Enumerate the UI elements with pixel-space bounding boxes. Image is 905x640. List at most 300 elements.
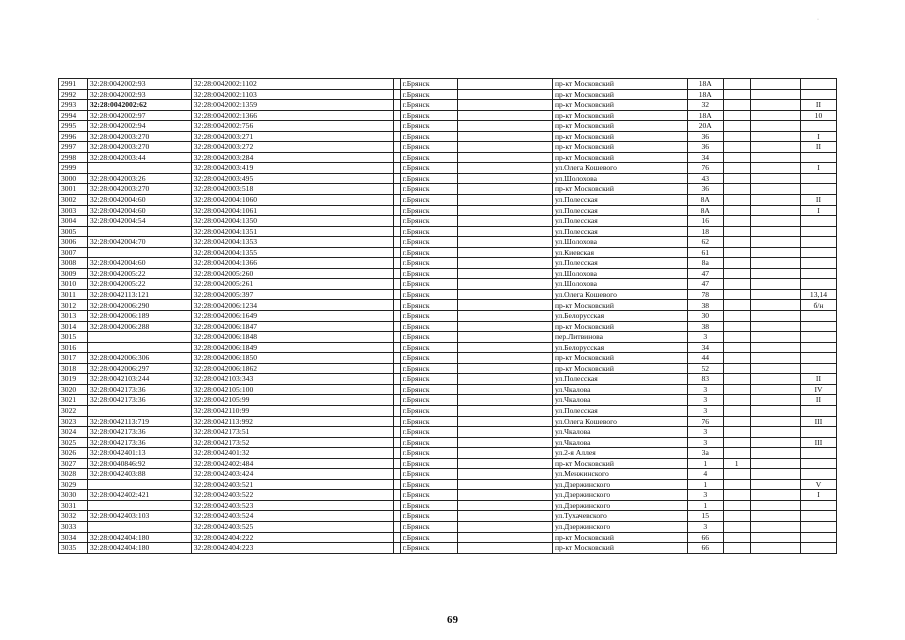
- object-cadastral-number-cell: 32:28:0042006:1847: [191, 321, 394, 332]
- letter-cell: I: [800, 205, 836, 216]
- row-number-cell: 3028: [59, 469, 88, 480]
- table-row: [59, 142, 837, 153]
- object-cadastral-number-cell: 32:28:0042110:99: [191, 405, 394, 416]
- empty-cell: [458, 543, 553, 554]
- row-number-cell: 3035: [59, 543, 88, 554]
- street-cell: ул.Дзержинского: [552, 500, 687, 511]
- row-number-cell: 3019: [59, 374, 88, 385]
- empty-cell: [750, 258, 800, 269]
- city-cell: г.Брянск: [400, 152, 458, 163]
- building-cell: [723, 300, 750, 311]
- building-cell: [723, 332, 750, 343]
- street-cell: пр-кт Московский: [552, 152, 687, 163]
- land-cadastral-number-cell: 32:28:0042003:26: [87, 173, 191, 184]
- row-number-cell: 3004: [59, 216, 88, 227]
- building-cell: [723, 342, 750, 353]
- empty-cell: [750, 405, 800, 416]
- property-register-table: [58, 78, 837, 554]
- letter-cell: [800, 427, 836, 438]
- house-number-cell: 36: [687, 142, 723, 153]
- house-number-cell: 16: [687, 216, 723, 227]
- object-cadastral-number-cell: 32:28:0042403:523: [191, 500, 394, 511]
- street-cell: ул.Тухачевского: [552, 511, 687, 522]
- table-row: [59, 384, 837, 395]
- street-cell: пр-кт Московский: [552, 131, 687, 142]
- empty-cell: [458, 521, 553, 532]
- letter-cell: [800, 237, 836, 248]
- city-cell: г.Брянск: [400, 216, 458, 227]
- land-cadastral-number-cell: 32:28:0042002:93: [87, 89, 191, 100]
- letter-cell: [800, 458, 836, 469]
- letter-cell: [800, 121, 836, 132]
- row-number-cell: 3026: [59, 448, 88, 459]
- letter-cell: III: [800, 416, 836, 427]
- street-cell: ул.Олега Кошевого: [552, 163, 687, 174]
- building-cell: [723, 311, 750, 322]
- letter-cell: [800, 258, 836, 269]
- table-row: [59, 353, 837, 364]
- land-cadastral-number-cell: [87, 332, 191, 343]
- row-number-cell: 3016: [59, 342, 88, 353]
- house-number-cell: 15: [687, 511, 723, 522]
- land-cadastral-number-cell: 32:28:0042402:421: [87, 490, 191, 501]
- house-number-cell: 8а: [687, 258, 723, 269]
- letter-cell: V: [800, 479, 836, 490]
- empty-cell: [458, 490, 553, 501]
- table-row: [59, 205, 837, 216]
- land-cadastral-number-cell: 32:28:0042003:270: [87, 142, 191, 153]
- object-cadastral-number-cell: 32:28:0042004:1350: [191, 216, 394, 227]
- city-cell: г.Брянск: [400, 490, 458, 501]
- letter-cell: [800, 543, 836, 554]
- empty-cell: [750, 521, 800, 532]
- row-number-cell: 3021: [59, 395, 88, 406]
- land-cadastral-number-cell: 32:28:0042113:121: [87, 289, 191, 300]
- row-number-cell: 3002: [59, 195, 88, 206]
- table-row: [59, 289, 837, 300]
- empty-cell: [458, 268, 553, 279]
- street-cell: ул.Шолохова: [552, 268, 687, 279]
- street-cell: ул.Дзержинского: [552, 521, 687, 532]
- building-cell: [723, 258, 750, 269]
- letter-cell: [800, 363, 836, 374]
- table-row: [59, 173, 837, 184]
- street-cell: пр-кт Московский: [552, 363, 687, 374]
- empty-cell: [750, 395, 800, 406]
- letter-cell: [800, 184, 836, 195]
- land-cadastral-number-cell: 32:28:0042005:22: [87, 279, 191, 290]
- letter-cell: III: [800, 437, 836, 448]
- empty-cell: [458, 205, 553, 216]
- house-number-cell: 62: [687, 237, 723, 248]
- object-cadastral-number-cell: 32:28:0042403:424: [191, 469, 394, 480]
- empty-cell: [750, 142, 800, 153]
- land-cadastral-number-cell: 32:28:0042173:36: [87, 427, 191, 438]
- building-cell: [723, 152, 750, 163]
- table-row: [59, 163, 837, 174]
- building-cell: [723, 353, 750, 364]
- object-cadastral-number-cell: 32:28:0042004:1355: [191, 247, 394, 258]
- table-row: [59, 100, 837, 111]
- letter-cell: [800, 321, 836, 332]
- street-cell: пр-кт Московский: [552, 353, 687, 364]
- row-number-cell: 3033: [59, 521, 88, 532]
- table-row: [59, 226, 837, 237]
- house-number-cell: 3: [687, 437, 723, 448]
- city-cell: г.Брянск: [400, 532, 458, 543]
- empty-cell: [750, 279, 800, 290]
- land-cadastral-number-cell: 32:28:0042173:36: [87, 395, 191, 406]
- table-row: [59, 131, 837, 142]
- object-cadastral-number-cell: 32:28:0042003:518: [191, 184, 394, 195]
- empty-cell: [750, 384, 800, 395]
- land-cadastral-number-cell: 32:28:0042173:36: [87, 437, 191, 448]
- street-cell: пр-кт Московский: [552, 100, 687, 111]
- table-row: [59, 332, 837, 343]
- object-cadastral-number-cell: 32:28:0042002:1366: [191, 110, 394, 121]
- table-row: [59, 416, 837, 427]
- table-row: [59, 458, 837, 469]
- city-cell: г.Брянск: [400, 300, 458, 311]
- empty-cell: [750, 511, 800, 522]
- empty-cell: [458, 216, 553, 227]
- object-cadastral-number-cell: 32:28:0042404:222: [191, 532, 394, 543]
- land-cadastral-number-cell: 32:28:0042404:180: [87, 543, 191, 554]
- city-cell: г.Брянск: [400, 289, 458, 300]
- object-cadastral-number-cell: 32:28:0042006:1862: [191, 363, 394, 374]
- city-cell: г.Брянск: [400, 458, 458, 469]
- empty-cell: [750, 342, 800, 353]
- city-cell: г.Брянск: [400, 110, 458, 121]
- land-cadastral-number-cell: 32:28:0042006:306: [87, 353, 191, 364]
- land-cadastral-number-cell: 32:28:0042003:44: [87, 152, 191, 163]
- city-cell: г.Брянск: [400, 511, 458, 522]
- table-row: [59, 152, 837, 163]
- empty-cell: [750, 184, 800, 195]
- row-number-cell: 2993: [59, 100, 88, 111]
- land-cadastral-number-cell: 32:28:0042002:62: [87, 100, 191, 111]
- empty-cell: [458, 79, 553, 90]
- land-cadastral-number-cell: 32:28:0042403:103: [87, 511, 191, 522]
- empty-cell: [750, 237, 800, 248]
- table-row: [59, 405, 837, 416]
- letter-cell: [800, 226, 836, 237]
- building-cell: [723, 374, 750, 385]
- empty-cell: [458, 237, 553, 248]
- row-number-cell: 2994: [59, 110, 88, 121]
- table-row: [59, 342, 837, 353]
- city-cell: г.Брянск: [400, 416, 458, 427]
- land-cadastral-number-cell: [87, 405, 191, 416]
- row-number-cell: 3012: [59, 300, 88, 311]
- letter-cell: 13,14: [800, 289, 836, 300]
- city-cell: г.Брянск: [400, 479, 458, 490]
- house-number-cell: 38: [687, 321, 723, 332]
- street-cell: пер.Литвинова: [552, 332, 687, 343]
- row-number-cell: 3023: [59, 416, 88, 427]
- empty-cell: [458, 152, 553, 163]
- object-cadastral-number-cell: 32:28:0042005:260: [191, 268, 394, 279]
- letter-cell: [800, 532, 836, 543]
- empty-cell: [750, 89, 800, 100]
- house-number-cell: 3: [687, 521, 723, 532]
- table-row: [59, 427, 837, 438]
- object-cadastral-number-cell: 32:28:0042105:99: [191, 395, 394, 406]
- object-cadastral-number-cell: 32:28:0042002:1102: [191, 79, 394, 90]
- house-number-cell: 3: [687, 395, 723, 406]
- scan-mark: ·: [817, 17, 819, 23]
- empty-cell: [458, 195, 553, 206]
- city-cell: г.Брянск: [400, 226, 458, 237]
- empty-cell: [750, 427, 800, 438]
- letter-cell: [800, 521, 836, 532]
- land-cadastral-number-cell: 32:28:0042006:290: [87, 300, 191, 311]
- empty-cell: [458, 142, 553, 153]
- empty-cell: [458, 384, 553, 395]
- object-cadastral-number-cell: 32:28:0042004:1353: [191, 237, 394, 248]
- object-cadastral-number-cell: 32:28:0042003:419: [191, 163, 394, 174]
- letter-cell: [800, 268, 836, 279]
- street-cell: ул.Полесская: [552, 258, 687, 269]
- empty-cell: [750, 226, 800, 237]
- empty-cell: [458, 226, 553, 237]
- city-cell: г.Брянск: [400, 363, 458, 374]
- empty-cell: [750, 363, 800, 374]
- object-cadastral-number-cell: 32:28:0042002:1359: [191, 100, 394, 111]
- empty-cell: [750, 121, 800, 132]
- table-row: [59, 258, 837, 269]
- letter-cell: [800, 332, 836, 343]
- object-cadastral-number-cell: 32:28:0042005:261: [191, 279, 394, 290]
- row-number-cell: 3009: [59, 268, 88, 279]
- house-number-cell: 76: [687, 163, 723, 174]
- street-cell: ул.Олега Кошевого: [552, 416, 687, 427]
- object-cadastral-number-cell: 32:28:0042403:524: [191, 511, 394, 522]
- street-cell: ул.Олега Кошевого: [552, 289, 687, 300]
- object-cadastral-number-cell: 32:28:0042006:1649: [191, 311, 394, 322]
- land-cadastral-number-cell: [87, 500, 191, 511]
- building-cell: [723, 321, 750, 332]
- house-number-cell: 52: [687, 363, 723, 374]
- empty-cell: [750, 532, 800, 543]
- building-cell: [723, 89, 750, 100]
- city-cell: г.Брянск: [400, 121, 458, 132]
- street-cell: пр-кт Московский: [552, 184, 687, 195]
- land-cadastral-number-cell: 32:28:0042003:270: [87, 131, 191, 142]
- letter-cell: II: [800, 142, 836, 153]
- empty-cell: [750, 311, 800, 322]
- street-cell: ул.Полесская: [552, 374, 687, 385]
- empty-cell: [458, 110, 553, 121]
- letter-cell: 10: [800, 110, 836, 121]
- land-cadastral-number-cell: 32:28:0042403:88: [87, 469, 191, 480]
- empty-cell: [458, 479, 553, 490]
- table-row: [59, 247, 837, 258]
- row-number-cell: 3011: [59, 289, 88, 300]
- city-cell: г.Брянск: [400, 521, 458, 532]
- house-number-cell: 66: [687, 532, 723, 543]
- object-cadastral-number-cell: 32:28:0042006:1850: [191, 353, 394, 364]
- land-cadastral-number-cell: 32:28:0040846:92: [87, 458, 191, 469]
- letter-cell: [800, 469, 836, 480]
- object-cadastral-number-cell: 32:28:0042006:1849: [191, 342, 394, 353]
- land-cadastral-number-cell: 32:28:0042004:60: [87, 205, 191, 216]
- empty-cell: [750, 173, 800, 184]
- empty-cell: [750, 247, 800, 258]
- land-cadastral-number-cell: [87, 342, 191, 353]
- empty-cell: [458, 289, 553, 300]
- city-cell: г.Брянск: [400, 247, 458, 258]
- object-cadastral-number-cell: 32:28:0042173:52: [191, 437, 394, 448]
- house-number-cell: 18А: [687, 110, 723, 121]
- city-cell: г.Брянск: [400, 173, 458, 184]
- building-cell: [723, 237, 750, 248]
- land-cadastral-number-cell: 32:28:0042004:70: [87, 237, 191, 248]
- table-row: [59, 543, 837, 554]
- row-number-cell: 3001: [59, 184, 88, 195]
- building-cell: [723, 226, 750, 237]
- city-cell: г.Брянск: [400, 543, 458, 554]
- house-number-cell: 34: [687, 152, 723, 163]
- city-cell: г.Брянск: [400, 131, 458, 142]
- building-cell: [723, 500, 750, 511]
- street-cell: ул.2-я Аллея: [552, 448, 687, 459]
- city-cell: г.Брянск: [400, 142, 458, 153]
- empty-cell: [750, 479, 800, 490]
- empty-cell: [750, 332, 800, 343]
- street-cell: ул.Шолохова: [552, 279, 687, 290]
- row-number-cell: 3022: [59, 405, 88, 416]
- city-cell: г.Брянск: [400, 321, 458, 332]
- building-cell: [723, 395, 750, 406]
- row-number-cell: 3020: [59, 384, 88, 395]
- letter-cell: II: [800, 195, 836, 206]
- row-number-cell: 3008: [59, 258, 88, 269]
- city-cell: г.Брянск: [400, 311, 458, 322]
- house-number-cell: 34: [687, 342, 723, 353]
- letter-cell: [800, 511, 836, 522]
- building-cell: [723, 479, 750, 490]
- row-number-cell: 2997: [59, 142, 88, 153]
- house-number-cell: 3: [687, 405, 723, 416]
- empty-cell: [750, 448, 800, 459]
- house-number-cell: 1: [687, 458, 723, 469]
- empty-cell: [458, 437, 553, 448]
- letter-cell: [800, 342, 836, 353]
- row-number-cell: 3014: [59, 321, 88, 332]
- table-row: [59, 521, 837, 532]
- letter-cell: [800, 311, 836, 322]
- table-row: [59, 279, 837, 290]
- table-row: [59, 395, 837, 406]
- city-cell: г.Брянск: [400, 205, 458, 216]
- row-number-cell: 3017: [59, 353, 88, 364]
- house-number-cell: 1: [687, 479, 723, 490]
- empty-cell: [458, 89, 553, 100]
- building-cell: [723, 490, 750, 501]
- building-cell: [723, 511, 750, 522]
- empty-cell: [750, 458, 800, 469]
- letter-cell: IV: [800, 384, 836, 395]
- empty-cell: [750, 163, 800, 174]
- building-cell: [723, 448, 750, 459]
- house-number-cell: 3: [687, 427, 723, 438]
- house-number-cell: 83: [687, 374, 723, 385]
- land-cadastral-number-cell: 32:28:0042103:244: [87, 374, 191, 385]
- row-number-cell: 3013: [59, 311, 88, 322]
- building-cell: [723, 121, 750, 132]
- building-cell: [723, 405, 750, 416]
- table-row: [59, 311, 837, 322]
- row-number-cell: 2991: [59, 79, 88, 90]
- land-cadastral-number-cell: 32:28:0042004:60: [87, 195, 191, 206]
- house-number-cell: 76: [687, 416, 723, 427]
- table-row: [59, 437, 837, 448]
- empty-cell: [458, 500, 553, 511]
- land-cadastral-number-cell: 32:28:0042006:288: [87, 321, 191, 332]
- letter-cell: [800, 353, 836, 364]
- empty-cell: [458, 173, 553, 184]
- table-row: [59, 532, 837, 543]
- row-number-cell: 3032: [59, 511, 88, 522]
- street-cell: ул.Чкалова: [552, 427, 687, 438]
- land-cadastral-number-cell: [87, 247, 191, 258]
- building-cell: [723, 184, 750, 195]
- empty-cell: [458, 416, 553, 427]
- empty-cell: [458, 321, 553, 332]
- city-cell: г.Брянск: [400, 268, 458, 279]
- building-cell: [723, 142, 750, 153]
- building-cell: [723, 543, 750, 554]
- empty-cell: [750, 268, 800, 279]
- house-number-cell: 36: [687, 184, 723, 195]
- letter-cell: I: [800, 163, 836, 174]
- empty-cell: [458, 374, 553, 385]
- table-row: [59, 500, 837, 511]
- land-cadastral-number-cell: 32:28:0042113:719: [87, 416, 191, 427]
- land-cadastral-number-cell: 32:28:0042401:13: [87, 448, 191, 459]
- street-cell: пр-кт Московский: [552, 300, 687, 311]
- table-row: [59, 195, 837, 206]
- empty-cell: [458, 469, 553, 480]
- house-number-cell: 18А: [687, 79, 723, 90]
- row-number-cell: 3010: [59, 279, 88, 290]
- table-row: [59, 121, 837, 132]
- empty-cell: [458, 532, 553, 543]
- empty-cell: [458, 247, 553, 258]
- empty-cell: [750, 500, 800, 511]
- table-row: [59, 237, 837, 248]
- house-number-cell: 36: [687, 131, 723, 142]
- street-cell: ул.Менжинского: [552, 469, 687, 480]
- empty-cell: [458, 511, 553, 522]
- empty-cell: [458, 342, 553, 353]
- row-number-cell: 3030: [59, 490, 88, 501]
- city-cell: г.Брянск: [400, 258, 458, 269]
- street-cell: пр-кт Московский: [552, 142, 687, 153]
- city-cell: г.Брянск: [400, 279, 458, 290]
- street-cell: ул.Полесская: [552, 405, 687, 416]
- object-cadastral-number-cell: 32:28:0042002:1103: [191, 89, 394, 100]
- house-number-cell: 32: [687, 100, 723, 111]
- building-cell: [723, 427, 750, 438]
- land-cadastral-number-cell: [87, 521, 191, 532]
- building-cell: [723, 521, 750, 532]
- house-number-cell: 3: [687, 332, 723, 343]
- street-cell: ул.Полесская: [552, 216, 687, 227]
- object-cadastral-number-cell: 32:28:0042005:397: [191, 289, 394, 300]
- empty-cell: [750, 353, 800, 364]
